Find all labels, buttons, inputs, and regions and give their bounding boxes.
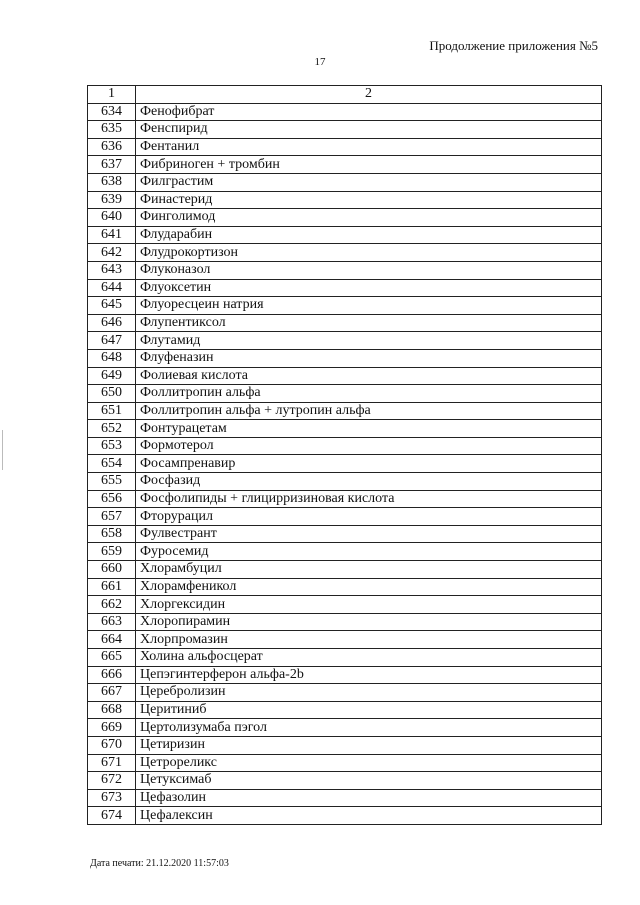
row-number: 674 bbox=[88, 807, 136, 825]
row-number: 635 bbox=[88, 121, 136, 139]
row-number: 638 bbox=[88, 173, 136, 191]
row-number: 655 bbox=[88, 473, 136, 491]
medication-name: Фоллитропин альфа bbox=[136, 385, 602, 403]
row-number: 667 bbox=[88, 684, 136, 702]
table-row bbox=[88, 596, 602, 614]
table-row bbox=[88, 349, 602, 367]
table-row bbox=[88, 649, 602, 667]
medication-name: Флуоресцеин натрия bbox=[136, 297, 602, 315]
medication-name: Флуконазол bbox=[136, 261, 602, 279]
medication-name: Хлоргексидин bbox=[136, 596, 602, 614]
row-number: 640 bbox=[88, 209, 136, 227]
table-row bbox=[88, 261, 602, 279]
row-number: 653 bbox=[88, 437, 136, 455]
row-number: 654 bbox=[88, 455, 136, 473]
table-row bbox=[88, 244, 602, 262]
medication-name: Цертолизумаба пэгол bbox=[136, 719, 602, 737]
table-row bbox=[88, 701, 602, 719]
table-row bbox=[88, 420, 602, 438]
table-row bbox=[88, 736, 602, 754]
medication-name: Церитиниб bbox=[136, 701, 602, 719]
table-row bbox=[88, 332, 602, 350]
medication-name: Цетуксимаб bbox=[136, 772, 602, 790]
row-number: 661 bbox=[88, 578, 136, 596]
column-header-name: 2 bbox=[136, 86, 602, 104]
medication-name: Флутамид bbox=[136, 332, 602, 350]
row-number: 673 bbox=[88, 789, 136, 807]
table-row bbox=[88, 103, 602, 121]
medication-name: Флударабин bbox=[136, 226, 602, 244]
table-row bbox=[88, 754, 602, 772]
medication-name: Филграстим bbox=[136, 173, 602, 191]
row-number: 658 bbox=[88, 525, 136, 543]
medication-name: Фосфолипиды + глицирризиновая кислота bbox=[136, 490, 602, 508]
table-row bbox=[88, 173, 602, 191]
medication-name: Хлорамфеникол bbox=[136, 578, 602, 596]
row-number: 644 bbox=[88, 279, 136, 297]
medication-name: Фторурацил bbox=[136, 508, 602, 526]
row-number: 670 bbox=[88, 736, 136, 754]
table-row bbox=[88, 719, 602, 737]
medication-name: Фибриноген + тромбин bbox=[136, 156, 602, 174]
table-row bbox=[88, 490, 602, 508]
medication-name: Фонтурацетам bbox=[136, 420, 602, 438]
medication-name: Цефалексин bbox=[136, 807, 602, 825]
table-row bbox=[88, 561, 602, 579]
medication-name: Цетиризин bbox=[136, 736, 602, 754]
table-row bbox=[88, 578, 602, 596]
medication-name: Финастерид bbox=[136, 191, 602, 209]
row-number: 639 bbox=[88, 191, 136, 209]
medication-name: Хлорпромазин bbox=[136, 631, 602, 649]
row-number: 645 bbox=[88, 297, 136, 315]
medication-name: Финголимод bbox=[136, 209, 602, 227]
row-number: 651 bbox=[88, 402, 136, 420]
table-row bbox=[88, 314, 602, 332]
medication-name: Цетрореликс bbox=[136, 754, 602, 772]
row-number: 641 bbox=[88, 226, 136, 244]
medication-name: Флуфеназин bbox=[136, 349, 602, 367]
row-number: 656 bbox=[88, 490, 136, 508]
row-number: 660 bbox=[88, 561, 136, 579]
scan-edge-mark bbox=[2, 430, 3, 470]
table-row bbox=[88, 121, 602, 139]
row-number: 668 bbox=[88, 701, 136, 719]
medication-name: Фулвестрант bbox=[136, 525, 602, 543]
row-number: 669 bbox=[88, 719, 136, 737]
row-number: 664 bbox=[88, 631, 136, 649]
table-row bbox=[88, 367, 602, 385]
row-number: 647 bbox=[88, 332, 136, 350]
table-row bbox=[88, 385, 602, 403]
table-row bbox=[88, 473, 602, 491]
table-row bbox=[88, 684, 602, 702]
row-number: 665 bbox=[88, 649, 136, 667]
table-row bbox=[88, 613, 602, 631]
row-number: 666 bbox=[88, 666, 136, 684]
medication-table bbox=[87, 85, 602, 825]
table-row bbox=[88, 631, 602, 649]
medication-name: Фолиевая кислота bbox=[136, 367, 602, 385]
table-row bbox=[88, 402, 602, 420]
row-number: 659 bbox=[88, 543, 136, 561]
medication-name: Фуросемид bbox=[136, 543, 602, 561]
medication-name: Формотерол bbox=[136, 437, 602, 455]
medication-name: Флудрокортизон bbox=[136, 244, 602, 262]
medication-name: Флупентиксол bbox=[136, 314, 602, 332]
table-row bbox=[88, 209, 602, 227]
medication-name: Холина альфосцерат bbox=[136, 649, 602, 667]
medication-name: Фоллитропин альфа + лутропин альфа bbox=[136, 402, 602, 420]
row-number: 662 bbox=[88, 596, 136, 614]
table-row bbox=[88, 543, 602, 561]
row-number: 634 bbox=[88, 103, 136, 121]
row-number: 671 bbox=[88, 754, 136, 772]
row-number: 650 bbox=[88, 385, 136, 403]
row-number: 649 bbox=[88, 367, 136, 385]
row-number: 657 bbox=[88, 508, 136, 526]
table-row bbox=[88, 772, 602, 790]
row-number: 636 bbox=[88, 138, 136, 156]
row-number: 648 bbox=[88, 349, 136, 367]
row-number: 652 bbox=[88, 420, 136, 438]
table-row bbox=[88, 508, 602, 526]
table-row bbox=[88, 455, 602, 473]
table-row bbox=[88, 226, 602, 244]
medication-name: Хлоропирамин bbox=[136, 613, 602, 631]
row-number: 646 bbox=[88, 314, 136, 332]
row-number: 637 bbox=[88, 156, 136, 174]
medication-name: Цепэгинтерферон альфа-2b bbox=[136, 666, 602, 684]
page-number: 17 bbox=[314, 56, 326, 68]
row-number: 663 bbox=[88, 613, 136, 631]
row-number: 672 bbox=[88, 772, 136, 790]
table-row bbox=[88, 525, 602, 543]
medication-name: Хлорамбуцил bbox=[136, 561, 602, 579]
table-row bbox=[88, 666, 602, 684]
table-row bbox=[88, 807, 602, 825]
print-date: Дата печати: 21.12.2020 11:57:03 bbox=[90, 858, 229, 869]
medication-name: Флуоксетин bbox=[136, 279, 602, 297]
medication-name: Церебролизин bbox=[136, 684, 602, 702]
table-row bbox=[88, 297, 602, 315]
appendix-continuation-label: Продолжение приложения №5 bbox=[429, 38, 598, 53]
row-number: 642 bbox=[88, 244, 136, 262]
table-row bbox=[88, 789, 602, 807]
medication-name: Фосфазид bbox=[136, 473, 602, 491]
table-row bbox=[88, 191, 602, 209]
medication-name: Фенофибрат bbox=[136, 103, 602, 121]
medication-name: Фенспирид bbox=[136, 121, 602, 139]
table-row bbox=[88, 279, 602, 297]
row-number: 643 bbox=[88, 261, 136, 279]
table-row bbox=[88, 156, 602, 174]
medication-name: Цефазолин bbox=[136, 789, 602, 807]
table-header-row bbox=[88, 86, 602, 104]
column-header-number: 1 bbox=[88, 86, 136, 104]
medication-name: Фентанил bbox=[136, 138, 602, 156]
table-row bbox=[88, 437, 602, 455]
table-row bbox=[88, 138, 602, 156]
medication-name: Фосампренавир bbox=[136, 455, 602, 473]
